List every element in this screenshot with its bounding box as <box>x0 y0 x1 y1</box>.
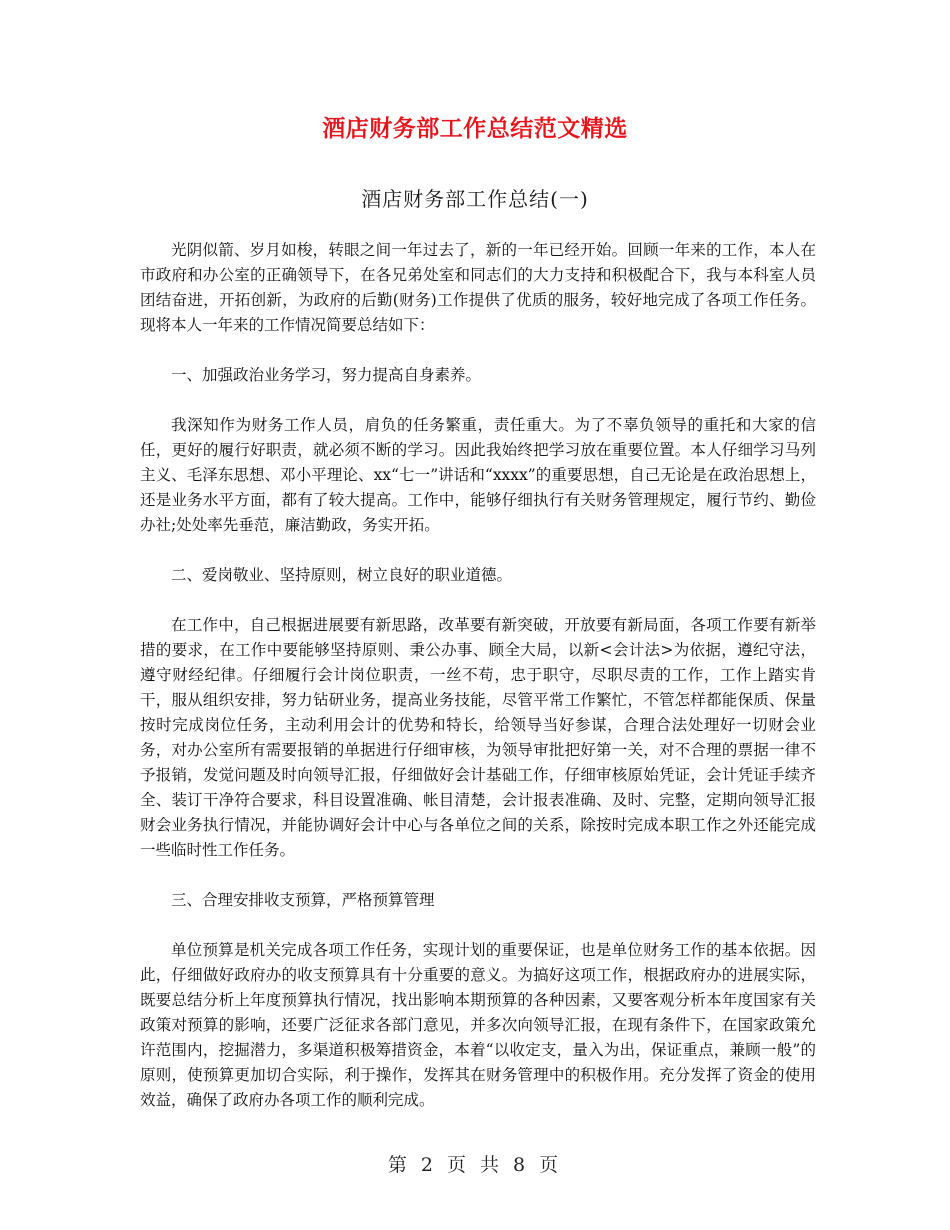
document-title: 酒店财务部工作总结范文精选 <box>322 116 628 142</box>
paragraph-3: 单位预算是机关完成各项工作任务，实现计划的重要保证，也是单位财务工作的基本依据。因此，仔细做好政府办的收支预算具有十分重要的意义。为搞好这项工作，根据政府办的进展实际，既要总结分析上年度预算执行情况，找出影响本期预算的各种因素，又要客观分析本年度国家有关政策对预算的影响，还要广泛征求各部门意见，并多次向领导汇报，在现有条件下，在国家政策允许范围内，挖掘潜力，多渠道积极筹措资金，本着“以收定支，量入为出，保证重点，兼顾一般”的原则，使预算更加切合实际，利于操作，发挥其在财务管理中的积极作用。充分发挥了资金的使用效益，确保了政府办各项工作的顺利完成。 <box>140 941 816 1109</box>
heading-3: 三、合理安排收支预算，严格预算管理 <box>171 891 435 909</box>
section-title: 酒店财务部工作总结(一) <box>361 187 589 211</box>
document-body <box>140 238 816 1138</box>
paragraph-1: 我深知作为财务工作人员，肩负的任务繁重，责任重大。为了不辜负领导的重托和大家的信任，更好的履行好职责，就必须不断的学习。因此我始终把学习放在重要位置。本人仔细学习马列主义、毛泽东思想、邓小平理论、xx“七一”讲话和“xxxx”的重要思想，自己无论是在政治思想上，还是业务水平方面，都有了较大提高。工作中，能够仔细执行有关财务管理规定，履行节约、勤俭办社;处处率先垂范，廉洁勤政，务实开拓。 <box>140 416 816 534</box>
heading-2: 二、爱岗敬业、坚持原则，树立良好的职业道德。 <box>171 566 513 584</box>
page-number: 第 2 页 共 8 页 <box>387 1154 563 1176</box>
heading-1: 一、加强政治业务学习，努力提高自身素养。 <box>171 366 482 384</box>
paragraph-2: 在工作中，自己根据进展要有新思路，改革要有新突破，开放要有新局面，各项工作要有新举措的要求，在工作中要能够坚持原则、秉公办事、顾全大局，以新<会计法>为依据，遵纪守法，遵守财经纪律。仔细履行会计岗位职责，一丝不苟，忠于职守，尽职尽责的工作，工作上踏实肯干，服从组织安排，努力钻研业务，提高业务技能，尽管平常工作繁忙，不管怎样都能保质、保量按时完成岗位任务，主动利用会计的优势和特长，给领导当好参谋，合理合法处理好一切财会业务，对办公室所有需要报销的单据进行仔细审核，为领导审批把好第一关，对不合理的票据一律不予报销，发觉问题及时向领导汇报，仔细做好会计基础工作，仔细审核原始凭证，会计凭证手续齐全、装订干净符合要求，科目设置准确、帐目清楚，会计报表准确、及时、完整，定期向领导汇报财会业务执行情况，并能协调好会计中心与各单位之间的关系，除按时完成本职工作之外还能完成一些临时性工作任务。 <box>140 616 816 859</box>
intro-paragraph: 光阴似箭、岁月如梭，转眼之间一年过去了，新的一年已经开始。回顾一年来的工作，本人在市政府和办公室的正确领导下，在各兄弟处室和同志们的大力支持和积极配合下，我与本科室人员团结奋进，开拓创新，为政府的后勤(财务)工作提供了优质的服务，较好地完成了各项工作任务。现将本人一年来的工作情况简要总结如下： <box>140 241 816 334</box>
